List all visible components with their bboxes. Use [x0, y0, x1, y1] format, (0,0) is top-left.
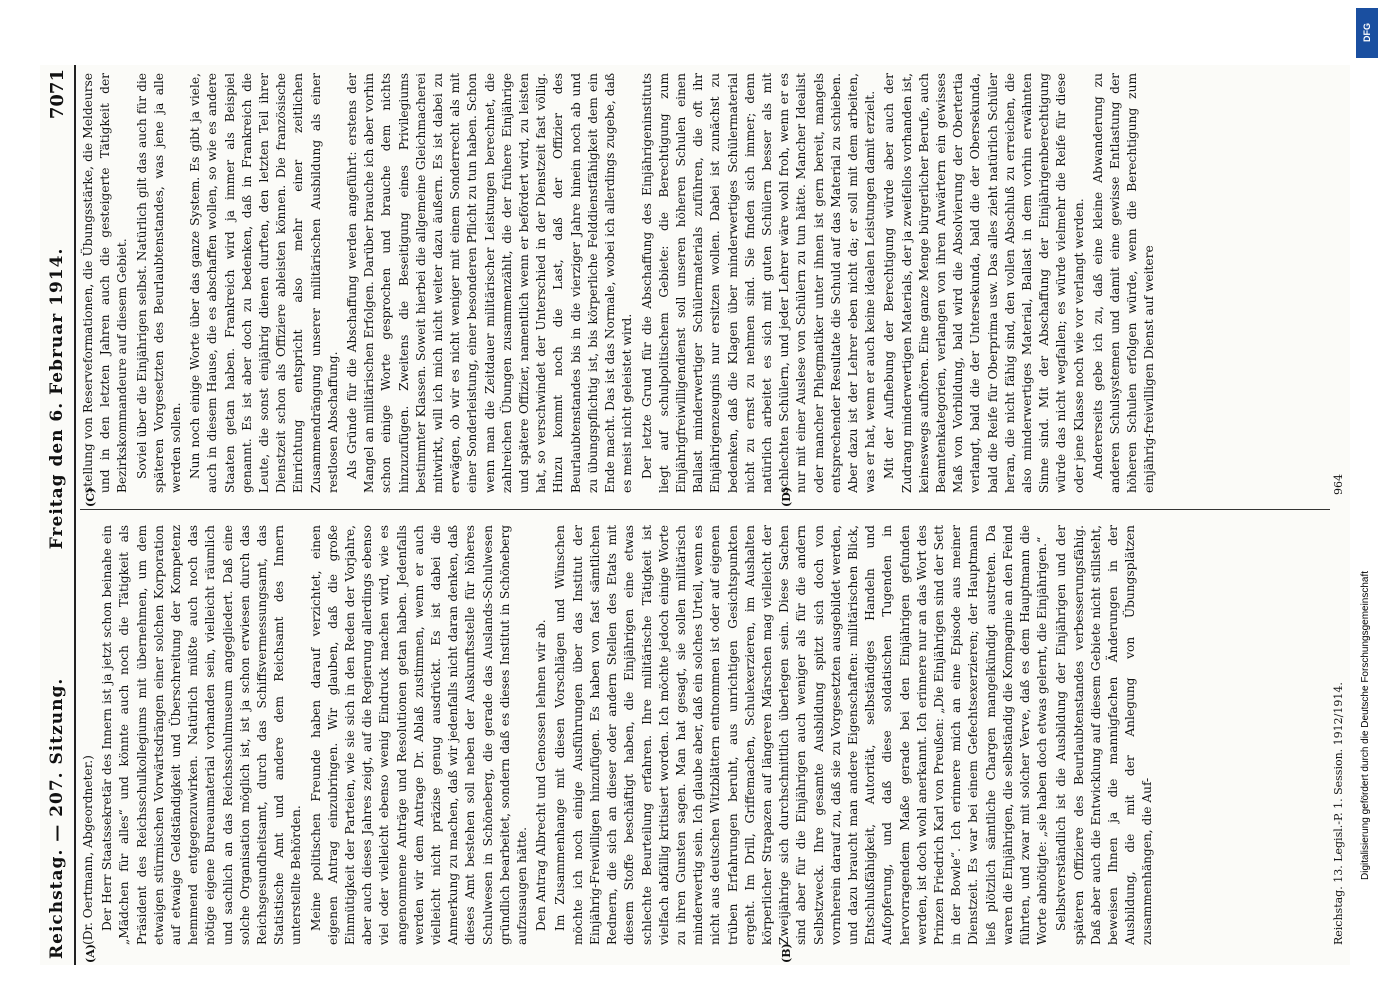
marker-d: (D) [780, 487, 793, 507]
left-paragraph: Der Herr Staatssekretär des Innern ist ja jetzt schon beinahe ein „Mädchen für alles“ und könnte auch noch die Tätigkeit als Präsident des Reichsschulkollegiums mit übernehmen, um dem etwaigen stürmischen Vorwärtsdrängen einer solchen Korporation auf etwaige Geldständigkeit und Überschreitung der Kompetenz hemmend entgegenzuwirken. Natürlich müßte auch noch das nötige eigene Bureaumaterial vorhanden sein, vielleicht räumlich und sachlich an das Reichsschulmuseum angegliedert. Daß eine solche Organisation möglich ist, ist ja schon erwiesen durch das Reichsgesundheitsamt, durch das Schiffsvermessungsamt, das Statistische Amt und andere dem Reichsamt des Innern unterstellte Behörden. [100, 525, 304, 945]
column-divider [80, 509, 1330, 510]
dfg-logo: DFG [1356, 8, 1378, 58]
left-paragraph: Selbstverständlich ist die Ausbildung der Einjährigen und der späteren Offiziere des Beurlaubtenstandes verbesserungsfähig. Daß aber auch die Entwicklung auf diesem Gebiete nicht stillsteht, beweisen Ihnen ja die mannigfachen Änderungen in der Ausbildung, die mit der Anlegung von Übungsplätzen zusammenhängen, die Auf- [1054, 525, 1155, 945]
page-header [40, 65, 76, 965]
page-footer [1332, 75, 1345, 945]
footer-session-info: Reichstag. 13. Legisl.-P. 1. Session. 1912/1914. [1332, 682, 1345, 945]
right-paragraph: Der letzte Grund für die Abschaffung des Einjährigeninstituts liegt auf schulpolitischem Gebiete: die Berechtigung zum Einjährigfreiwilligendienst soll unseren höheren Schulen einen Ballast minderwertiger Schülermaterials zuführen, die oft ihr Einjährigenzeugnis nur ersitzen wollen. Dabei ist zunächst zu bedenken, daß die Klagen über minderwertiges Schülermaterial nicht zu ernst zu nehmen sind. Sie finden sich immer; denn natürlich arbeitet es sich mit guten Schülern besser als mit schlechten Schülern, und jeder Lehrer wäre wohl froh, wenn er es nur mit einer Auslese von Schülern zu tun hätte. Mancher Idealist oder mancher Phlegmatiker unter ihnen ist gern bereit, mangels entsprechender Resultate die Schuld auf das Material zu schieben. Aber dazu ist der Lehrer eben nicht da; er soll mit dem arbeiten, was er hat, wenn er auch keine idealen Leistungen damit erzielt. [639, 73, 878, 493]
header-date: Freitag den 6. Februar 1914. [47, 247, 67, 550]
header-session: Reichstag. — 207. Sitzung. [47, 677, 67, 959]
document-page [40, 65, 1350, 965]
speaker-intro: (Dr. Oertmann, Abgeordneter.) [81, 755, 95, 945]
left-paragraph: Im Zusammenhange mit diesen Vorschlägen und Wünschen möchte ich noch einige Ausführungen über das Institut der Einjährig-Freiwilligen hinzufügen. Es haben von fast sämtlichen Rednern, die sich an dieser oder andern Stellen des Etats mit diesem Stoffe beschäftigt haben, die Einjährigen eine etwas schlechte Beurteilung erfahren. Ihre militärische Tätigkeit ist vielfach abfällig kritisiert worden. Ich möchte jedoch einige Worte zu ihren Gunsten sagen. Man hat gesagt, sie sollen militärisch minderwertig sein. Ich glaube aber, daß ein solches Urteil, wenn es nicht aus deutschen Witzblättern entnommen ist oder auf eigenen trüben Erfahrungen beruht, aus unrichtigen Gesichtspunkten ergeht. Im Drill, Griffemachen, Schulexerzieren, im Aushalten körperlicher Strapazen auf längeren Märschen mag vielleicht der Zweijährige sich durchschnittlich überlegen sein. Diese Sachen sind aber für die Einjährigen auch weniger als für die andern Selbstzweck. Ihre gesamte Ausbildung spitzt sich doch von vornherein darauf zu, daß sie zu Vorgesetzten ausgebildet werden, und dazu braucht man andere Eigenschaften: militärischen Blick, Entschlußfähigkeit, Autorität, selbständiges Handeln und Aufopferung, und daß diese soldatischen Tugenden in hervorragendem Maße gerade bei den Einjährigen gefunden werden, ist doch wohl anerkannt. Ich erinnere nur an das Wort des Prinzen Friedrich Karl von Preußen: „Die Einjährigen sind der Sett in der Bowle“. Ich erinnere mich an eine Episode aus meiner Dienstzeit. Es war bei einem Gefechtsexerzieren; der Hauptmann ließ plötzlich sämtliche Chargen mangelkündigt austreten. Da waren die Einjährigen, die selbständig die Kompagnie an den Feind führten, und zwar mit solcher Verve, daß es dem Hauptmann die Worte abnötigte: „sie haben doch etwas gelernt, die Einjährigen.“ [553, 525, 1050, 945]
right-column [80, 73, 1330, 493]
marker-c: (C) [84, 487, 97, 507]
right-paragraph: Andererseits gebe ich zu, daß eine kleine Abwanderung zu anderen Schulsystemen und damit eine gewisse Entlastung der höheren Schulen erfolgen würde, wenn die Berechtigung zum einjährig-freiwilligen Dienst auf weitere [1090, 73, 1157, 493]
footer-page-number: 964 [1332, 474, 1345, 495]
left-paragraph: Den Antrag Albrecht und Genossen lehnen wir ab. [534, 619, 549, 931]
right-paragraph: Als Gründe für die Abschaffung werden angeführt: erstens der Mangel an militärischen Erfolgen. Darüber brauche ich aber vorhin schon einige Worte gesprochen und brauche dem nichts hinzuzufügen. Zweitens die Beseitigung eines Privilegiums bestimmter Klassen. Soweit hierbei die allgemeine Gleichmacherei mitwirkt, will ich mich nicht weiter dazu äußern. Es ist dabei zu erwägen, ob wir es nicht weniger mit einem Sonderrecht als mit einer Sonderleistung, einer besonderen Pflicht zu tun haben. Schon wenn man die Zeitdauer militärischer Leistungen berechnet, die zahlreichen Übungen zusammenzählt, die der frühere Einjährige und spätere Offizier, namentlich wenn er befördert wird, zu leisten hat, so verschwindet der Unterschied in der Dienstzeit fast völlig. Hinzu kommt noch die Last, daß der Offizier des Beurlaubtenstandes bis in die vierziger Jahre hinein noch ab und zu übungspflichtig ist, bis körperliche Felddienstfähigkeit dem ein Ende macht. Das ist das Normale, wobei ich allerdings zugebe, daß es meist nicht geleistet wird. [345, 73, 635, 493]
marker-b: (B) [780, 943, 793, 963]
left-column [80, 525, 1330, 945]
right-paragraph: Mit der Aufhebung der Berechtigung würde aber auch der Zudrang minderwertigen Materials, der ja zweifellos vorhanden ist, keineswegs aufhören. Eine ganze Menge bürgerlicher Berufe, auch Beamtenkategorien, verlangen von ihren Anwärtern ein gewisses Maß von Vorbildung, bald wird die Absolvierung der Obertertia verlangt, bald die der Untersekunda, bald die der Obersekunda, bald die Reife für Oberprima usw. Das alles zieht natürlich Schüler heran, die nicht fähig sind, den vollen Abschluß zu erreichen, die also minderwertiges Material, Ballast in dem vorhin erwähnten Sinne sind. Mit der Abschaffung der Einjährigenberechtigung würde das nicht wegfallen; es würde vielmehr die Reife für diese oder jene Klasse noch wie vor verlangt werden. [882, 73, 1086, 493]
right-paragraph: Nun noch einige Worte über das ganze System. Es gibt ja viele, auch in diesem Hause, die es abschaffen wollen, so wie es andere Staaten getan haben. Frankreich wird ja immer als Beispiel genannt. Es ist aber doch zu bedenken, daß in Frankreich die Leute, die sonst einjährig dienen durften, den letzten Teil ihrer Dienstzeit schon als Offiziere ableisten können. Die französische Einrichtung entspricht also mehr einer zeitlichen Zusammendrängung unserer militärischen Ausbildung als einer restlosen Abschaffung. [188, 73, 340, 493]
right-paragraph: stellung von Reserveformationen, die Übungsstärke, die Meldeurse und in den letzten Jahren auch die gesteigerte Tätigkeit der Bezirkskommandeure auf diesem Gebiet. [81, 73, 130, 493]
marker-a: (A) [84, 944, 97, 963]
header-column-number: 7071 [46, 69, 68, 120]
digitization-credit: Digitalisierung gefördert durch die Deutsche Forschungsgemeinschaft [1360, 570, 1371, 880]
left-paragraph: Meine politischen Freunde haben darauf verzichtet, einen eigenen Antrag einzubringen. Wir glauben, daß die große Einmütigkeit der Parteien, wie sie sich in den Reden der Vorjahre, aber auch dieses Jahres zeigt, auf die Regierung allerdings ebenso viel oder vielleicht ebenso wenig Eindruck machen wird, wie es angenommene Anträge und Resolutionen getan haben. Jedenfalls werden wir dem Antrage Dr. Ablaß zustimmen, wenn er auch vielleicht nicht präzise genug ausdrückt. Es ist dabei die Anmerkung zu machen, daß wir jedenfalls nicht daran denken, daß dieses Amt bestehen soll neben der Auskunftsstelle für höheres Schulwesen in Schöneberg, die gerade das Auslands-Schulwesen gründlich bearbeitet, sondern daß es dieses Institut in Schöneberg aufzusaugen hätte. [308, 525, 530, 945]
right-paragraph: Soviel über die Einjährigen selbst. Natürlich gilt das auch für die späteren Vorgesetzten des Beurlaubtenstandes, was jene ja alle werden sollen. [134, 73, 184, 493]
